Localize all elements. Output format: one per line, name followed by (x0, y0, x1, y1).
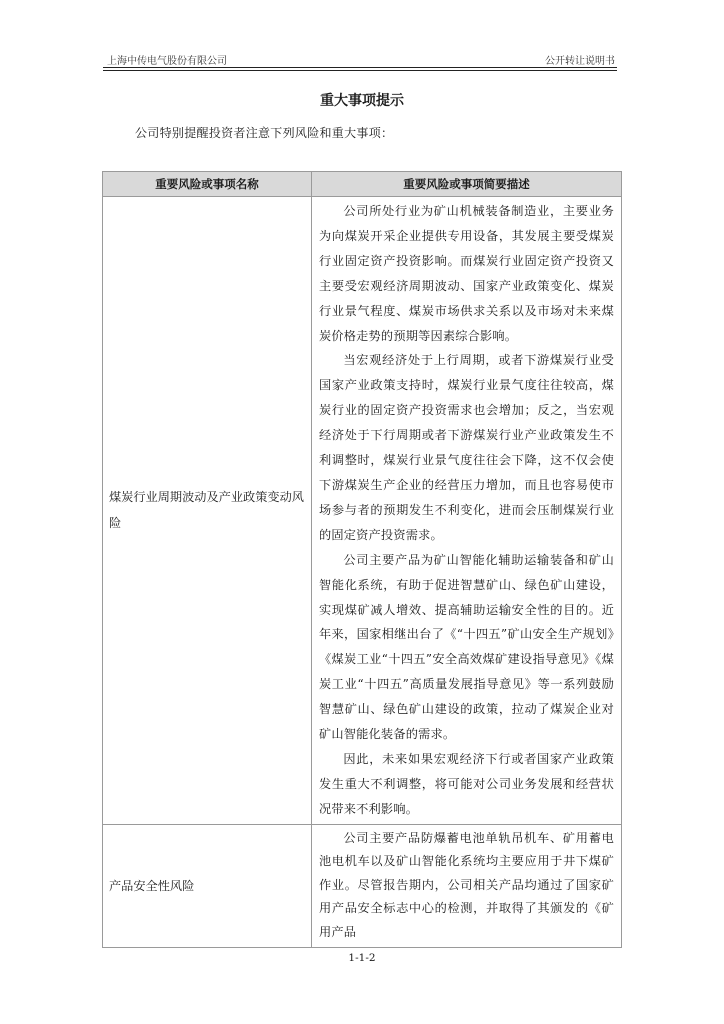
risk-description (312, 197, 622, 825)
header-rule-thick (103, 67, 617, 68)
risk-name: 煤炭行业周期波动及产业政策变动风险 (103, 197, 312, 825)
description-paragraph: 公司所处行业为矿山机械装备制造业，主要业务为向煤炭开采企业提供专用设备，其发展主要受煤炭行业固定资产投资影响。而煤炭行业固定资产投资又主要受宏观经济周期波动、国家产业政策变化、煤炭行业景气程度、煤炭市场供求关系以及市场对未来煤炭价格走势的预期等因素综合影响。 (319, 204, 614, 343)
table-header-row (103, 172, 622, 197)
header-risk-name: 重要风险或事项名称 (103, 172, 312, 197)
description-paragraph: 公司主要产品为矿山智能化辅助运输装备和矿山智能化系统，有助于促进智慧矿山、绿色矿山建设，实现煤矿减人增效、提高辅助运输安全性的目的。近年来，国家相继出台了《“十四五”矿山安全生产规划》《煤炭工业“十四五”安全高效煤矿建设指导意见》《煤炭工业“十四五”高质量发展指导意见》等一系列鼓励智慧矿山、绿色矿山建设的政策，拉动了煤炭企业对矿山智能化装备的需求。 (319, 552, 614, 742)
page-number: 1-1-2 (348, 952, 376, 964)
header-company: 上海中传电气股份有限公司 (107, 56, 227, 67)
page-header (103, 52, 617, 66)
intro-text: 公司特别提醒投资者注意下列风险和重大事项： (135, 126, 394, 140)
header-doc-type: 公开转让说明书 (545, 56, 615, 67)
description-paragraph: 公司主要产品防爆蓄电池单轨吊机车、矿用蓄电池电机车以及矿山智能化系统均主要应用于井下煤矿作业。尽管报告期内，公司相关产品均通过了国家矿用产品安全标志中心的检测，并取得了其颁发的《矿用产品 (319, 830, 614, 940)
risk-description (312, 824, 622, 947)
header-rule-thin (103, 70, 617, 71)
table-row (103, 197, 622, 825)
table-row (103, 824, 622, 947)
description-paragraph: 当宏观经济处于上行周期，或者下游煤炭行业受国家产业政策支持时，煤炭行业景气度往往较高，煤炭行业的固定资产投资需求也会增加；反之，当宏观经济处于下行周期或者下游煤炭行业产业政策发生不利调整时，煤炭行业景气度往往会下降，这不仅会使下游煤炭生产企业的经营压力增加，而且也容易使市场参与者的预期发生不利变化，进而会压制煤炭行业的固定资产投资需求。 (319, 353, 614, 542)
page-title: 重大事项提示 (320, 93, 404, 109)
header-risk-description: 重要风险或事项简要描述 (312, 172, 622, 197)
risk-table (102, 171, 622, 948)
description-paragraph: 因此，未来如果宏观经济下行或者国家产业政策发生重大不利调整，将可能对公司业务发展和经营状况带来不利影响。 (319, 751, 614, 816)
risk-name: 产品安全性风险 (103, 824, 312, 947)
